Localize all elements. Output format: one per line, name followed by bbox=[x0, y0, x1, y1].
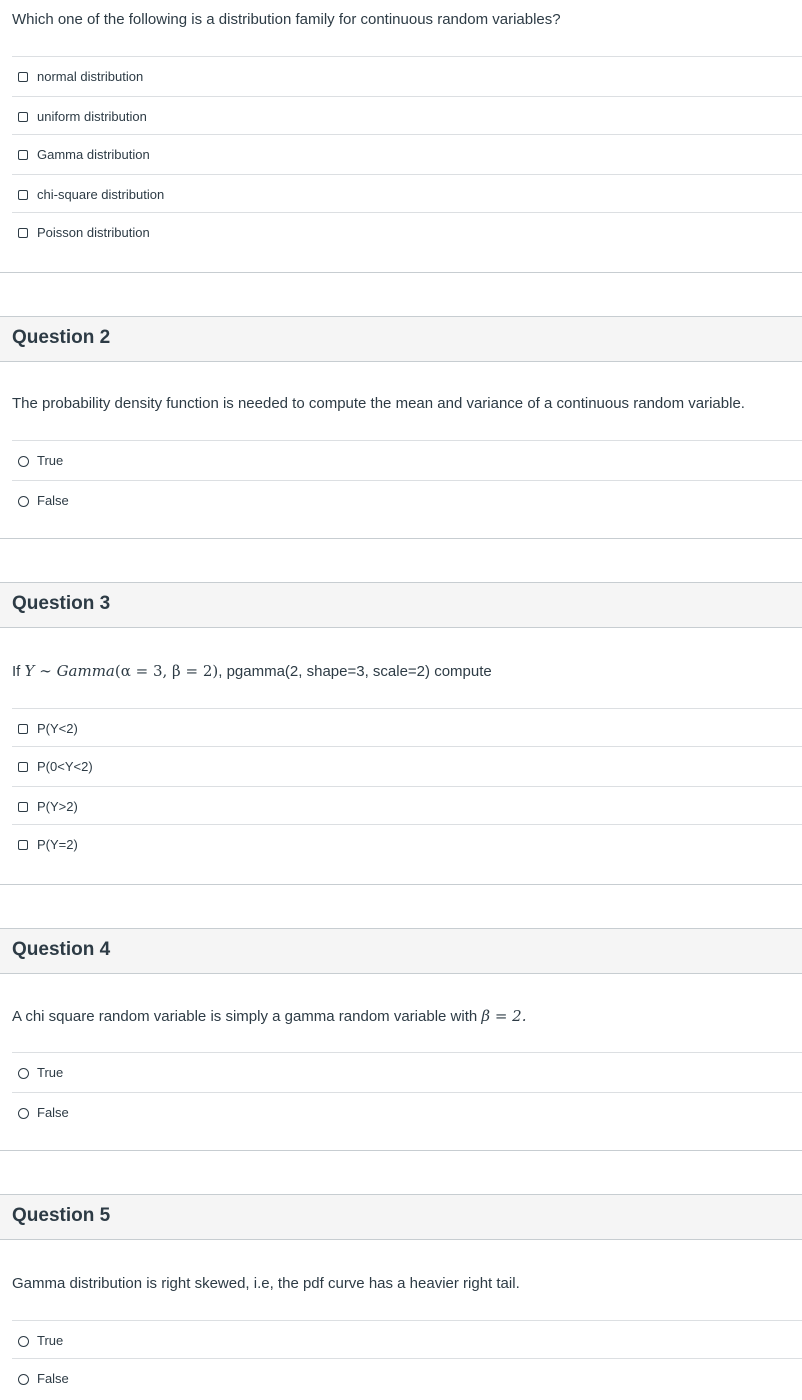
math-expression: β = 2. bbox=[481, 1007, 527, 1025]
checkbox[interactable] bbox=[18, 190, 28, 200]
answer-option[interactable] bbox=[12, 56, 802, 95]
question-3-header bbox=[0, 582, 802, 628]
question-5-header bbox=[0, 1194, 802, 1240]
answer-option[interactable] bbox=[12, 134, 802, 173]
question-1-text: Which one of the following is a distribution family for continuous random variables? bbox=[12, 11, 561, 28]
answer-label: uniform distribution bbox=[37, 109, 147, 124]
answer-option[interactable] bbox=[12, 786, 802, 825]
radio-button[interactable] bbox=[18, 1068, 29, 1079]
radio-button[interactable] bbox=[18, 496, 29, 507]
math-expression bbox=[25, 662, 219, 680]
question-divider bbox=[0, 884, 802, 885]
answer-option[interactable] bbox=[12, 212, 802, 251]
checkbox[interactable] bbox=[18, 228, 28, 238]
answer-label: False bbox=[37, 493, 69, 508]
answer-label: True bbox=[37, 453, 64, 468]
question-title: Question 5 bbox=[12, 1205, 111, 1226]
answer-option[interactable] bbox=[12, 1052, 802, 1091]
radio-button[interactable] bbox=[18, 1108, 29, 1119]
answer-label: Poisson distribution bbox=[37, 225, 150, 240]
answer-label: P(Y=2) bbox=[37, 837, 78, 852]
answer-option[interactable] bbox=[12, 1358, 802, 1397]
question-2-header bbox=[0, 316, 802, 362]
answer-option[interactable] bbox=[12, 708, 802, 747]
radio-button[interactable] bbox=[18, 1336, 29, 1347]
answer-option[interactable] bbox=[12, 824, 802, 863]
question-text-suffix: , pgamma(2, shape=3, scale=2) compute bbox=[218, 663, 492, 680]
answer-option[interactable] bbox=[12, 174, 802, 213]
question-text: A chi square random variable is simply a gamma random variable with bbox=[12, 1008, 478, 1025]
checkbox[interactable] bbox=[18, 840, 28, 850]
answer-label: False bbox=[37, 1371, 69, 1386]
answer-option[interactable] bbox=[12, 746, 802, 785]
question-title: Question 4 bbox=[12, 939, 111, 960]
answer-label: False bbox=[37, 1105, 69, 1120]
checkbox[interactable] bbox=[18, 762, 28, 772]
question-divider bbox=[0, 538, 802, 539]
math-variable: Y bbox=[24, 662, 35, 680]
checkbox[interactable] bbox=[18, 72, 28, 82]
question-4-text bbox=[12, 1007, 526, 1025]
math-distribution: Gamma bbox=[56, 662, 115, 680]
answer-label: P(Y>2) bbox=[37, 799, 78, 814]
radio-button[interactable] bbox=[18, 1374, 29, 1385]
question-title: Question 3 bbox=[12, 593, 111, 614]
question-5-text: Gamma distribution is right skewed, i.e, the pdf curve has a heavier right tail. bbox=[12, 1275, 520, 1292]
answer-option[interactable] bbox=[12, 96, 802, 135]
checkbox[interactable] bbox=[18, 802, 28, 812]
answer-label: normal distribution bbox=[37, 69, 144, 84]
radio-button[interactable] bbox=[18, 456, 29, 467]
checkbox[interactable] bbox=[18, 150, 28, 160]
question-3-text bbox=[12, 662, 492, 680]
answer-label: Gamma distribution bbox=[37, 147, 150, 162]
math-sim: ∼ bbox=[39, 662, 52, 680]
question-divider bbox=[0, 272, 802, 273]
question-4-header bbox=[0, 928, 802, 974]
question-text-prefix: If bbox=[12, 663, 21, 680]
answer-option[interactable] bbox=[12, 480, 802, 519]
answer-label: P(Y<2) bbox=[37, 721, 78, 736]
answer-option[interactable] bbox=[12, 440, 802, 479]
answer-option[interactable] bbox=[12, 1320, 802, 1359]
math-params: (α = 3, β = 2) bbox=[114, 662, 219, 680]
answer-label: P(0<Y<2) bbox=[37, 759, 93, 774]
question-title: Question 2 bbox=[12, 327, 111, 348]
answer-label: True bbox=[37, 1333, 64, 1348]
answer-label: chi-square distribution bbox=[37, 187, 165, 202]
question-divider bbox=[0, 1150, 802, 1151]
answer-label: True bbox=[37, 1065, 64, 1080]
checkbox[interactable] bbox=[18, 112, 28, 122]
checkbox[interactable] bbox=[18, 724, 28, 734]
question-2-text: The probability density function is needed to compute the mean and variance of a continuous random variable. bbox=[12, 395, 745, 412]
answer-option[interactable] bbox=[12, 1092, 802, 1131]
